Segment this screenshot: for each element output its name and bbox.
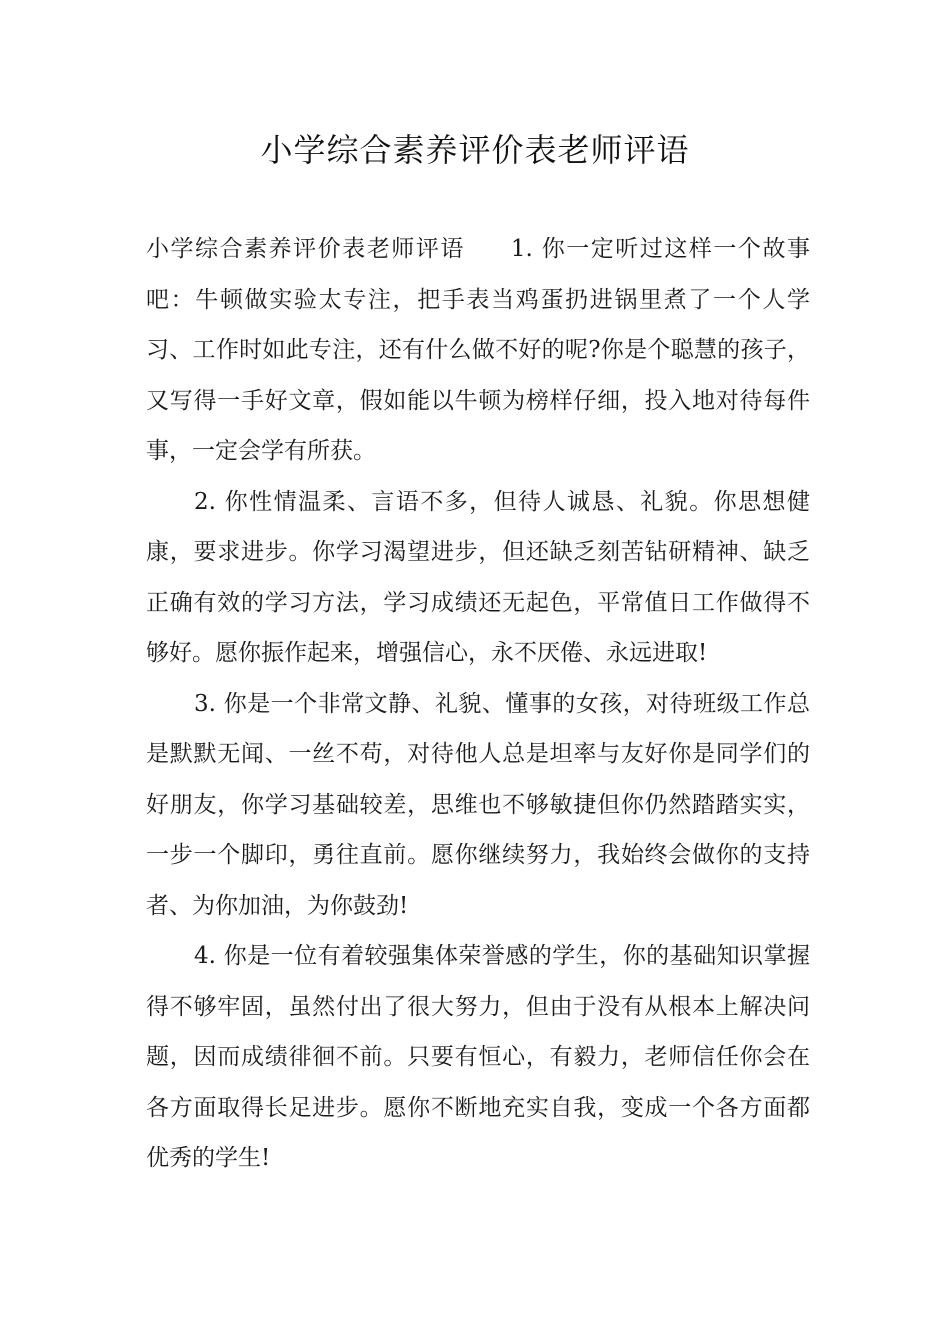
document-body [146, 224, 810, 1184]
paragraph-1-text: 1. 你一定听过这样一个故事吧：牛顿做实验太专注，把手表当鸡蛋扔进锅里煮了一个人学习、工作时如此专注，还有什么做不好的呢?你是个聪慧的孩子，又写得一手好文章，假如能以牛顿为榜样仔细，投入地对待每件事，一定会学有所获。 [146, 236, 810, 464]
document-title: 小学综合素养评价表老师评语 [260, 131, 690, 169]
paragraph-4: 4. 你是一位有着较强集体荣誉感的学生，你的基础知识掌握得不够牢固，虽然付出了很大努力，但由于没有从根本上解决问题，因而成绩徘徊不前。只要有恒心，有毅力，老师信任你会在各方面取得长足进步。愿你不断地充实自我，变成一个各方面都优秀的学生! [146, 943, 810, 1171]
paragraph-3: 3. 你是一个非常文静、礼貌、懂事的女孩，对待班级工作总是默默无闻、一丝不苟，对待他人总是坦率与友好你是同学们的好朋友，你学习基础较差，思维也不够敏捷但你仍然踏踏实实，一步一个脚印，勇往直前。愿你继续努力，我始终会做你的支持者、为你加油，为你鼓劲! [146, 690, 810, 919]
paragraph-1 [146, 224, 810, 477]
intro-label: 小学综合素养评价表老师评语 [146, 236, 465, 262]
paragraph-2: 2. 你性情温柔、言语不多，但待人诚恳、礼貌。你思想健康，要求进步。你学习渴望进步，但还缺乏刻苦钻研精神、缺乏正确有效的学习方法，学习成绩还无起色，平常值日工作做得不够好。愿你振作起来，增强信心，永不厌倦、永远进取! [146, 488, 810, 666]
